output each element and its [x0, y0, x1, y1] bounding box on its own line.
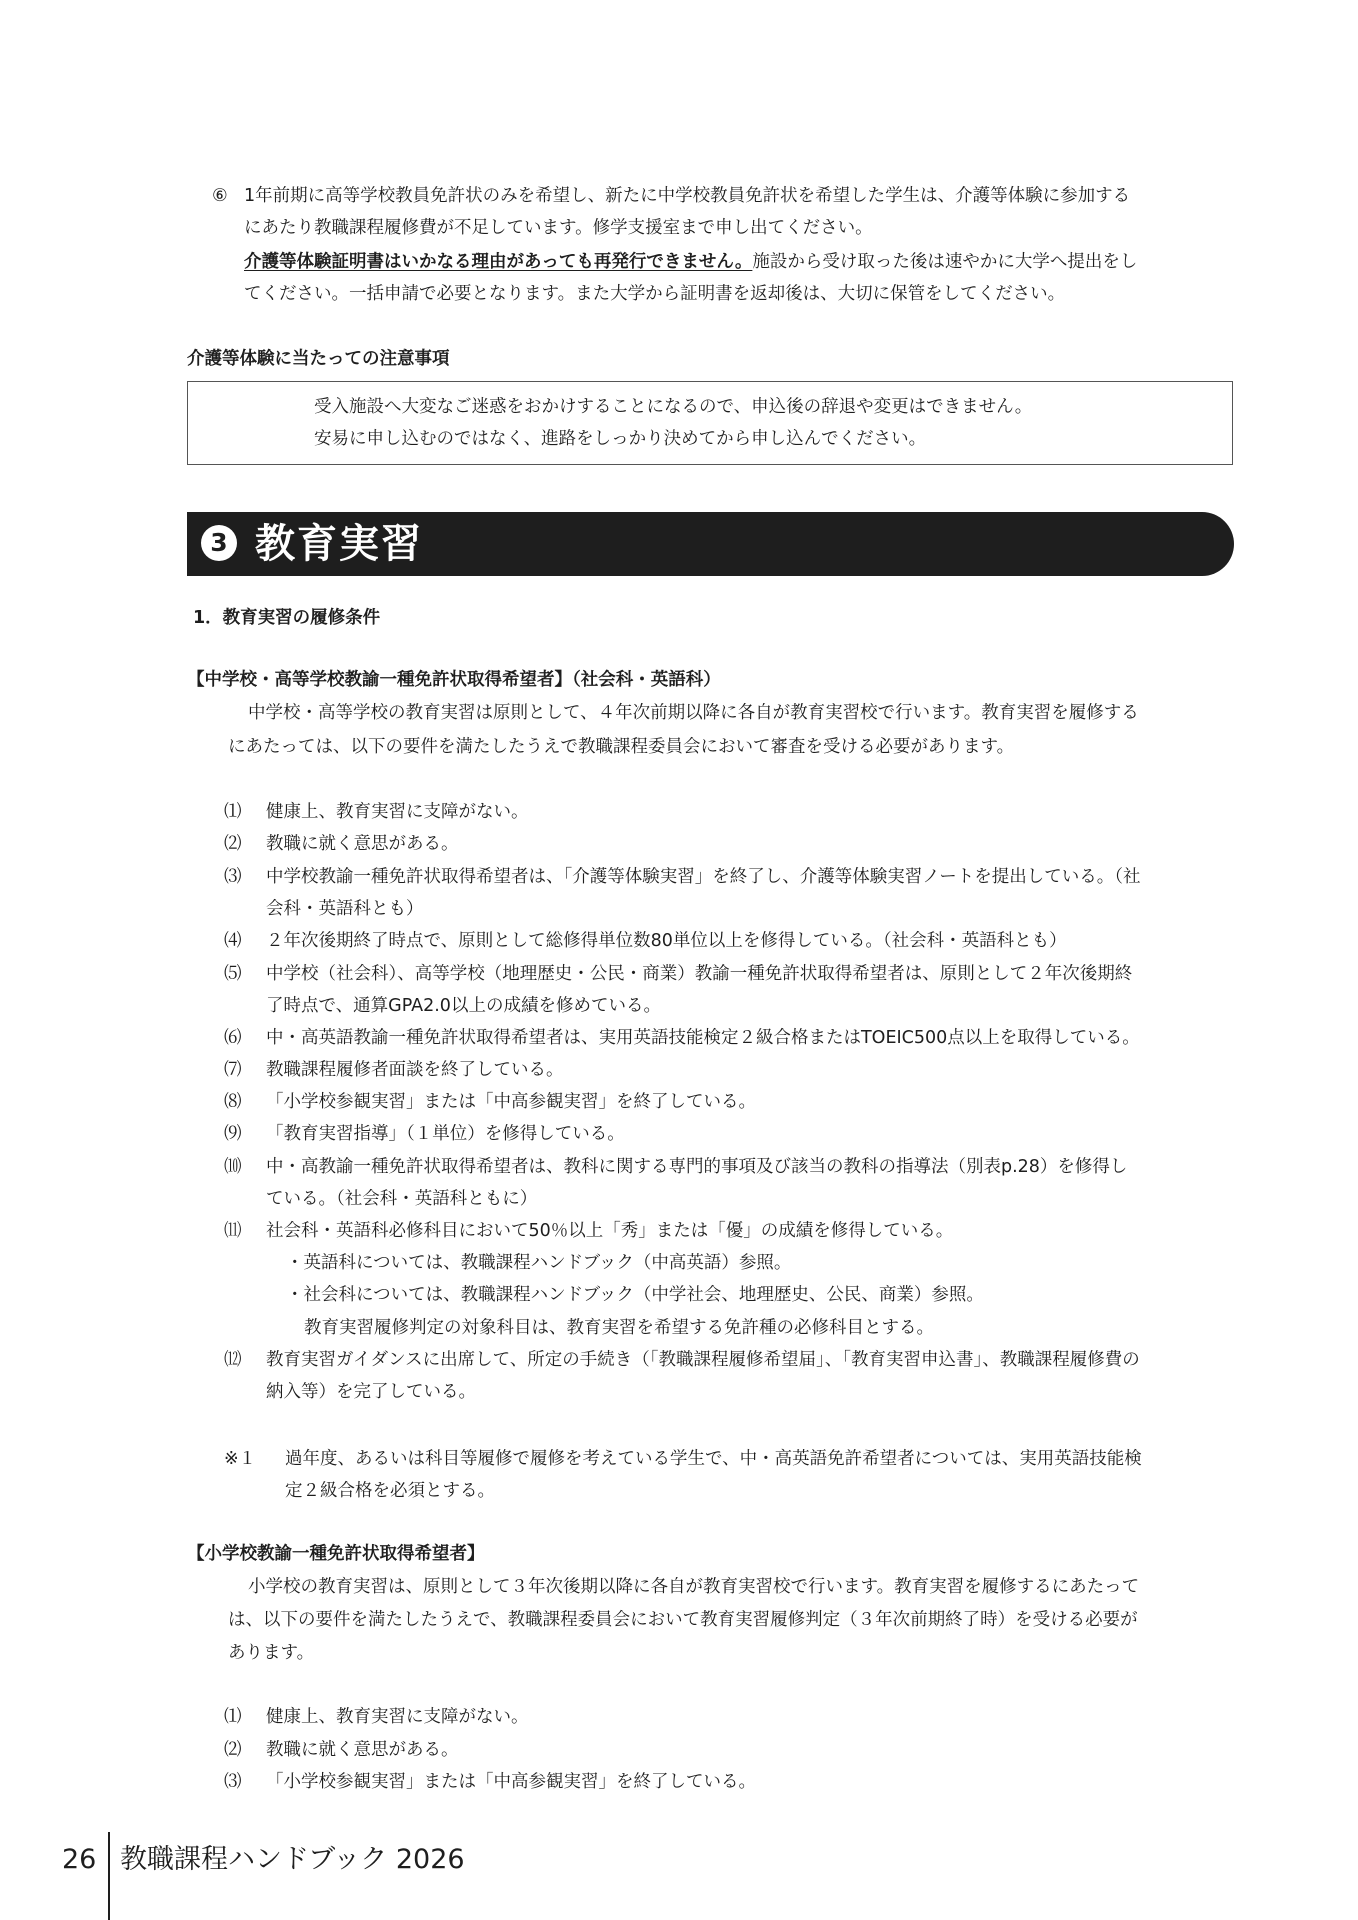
- group2-intro-line-1: 小学校の教育実習は、原則として３年次後期以降に各自が教育実習校で行います。教育実習を履修するにあたって: [248, 1577, 1140, 1597]
- note-label: ※１: [224, 1449, 257, 1469]
- section-title: 教育実習: [255, 521, 423, 567]
- requirement-text: 健康上、教育実習に支障がない。: [266, 1707, 529, 1727]
- item6-line-3-rest: 施設から受け取った後は速やかに大学へ提出をし: [752, 252, 1138, 272]
- requirement-label: ⑼: [224, 1124, 242, 1144]
- group1-intro-line-2: にあたっては、以下の要件を満たしたうえで教職課程委員会において審査を受ける必要があります。: [228, 737, 1015, 757]
- group2-intro-line-2: は、以下の要件を満たしたうえで、教職課程委員会において教育実習履修判定（３年次前期終了時）を受ける必要が: [228, 1610, 1138, 1630]
- requirement-label: ⑺: [224, 1060, 242, 1080]
- subsection-title: 1．教育実習の履修条件: [193, 608, 381, 628]
- requirement-label: ⑵: [224, 1740, 242, 1760]
- footer-title: 教職課程ハンドブック 2026: [120, 1844, 465, 1875]
- requirement-text: 教職に就く意思がある。: [266, 834, 459, 854]
- item6-line-2: にあたり教職課程履修費が不足しています。修学支援室まで申し出てください。: [244, 218, 873, 238]
- requirement-label: ⑻: [224, 1092, 242, 1112]
- caution-heading: 介護等体験に当たっての注意事項: [187, 349, 450, 369]
- footer-divider: [108, 1832, 110, 1920]
- group2-intro-line-3: あります。: [228, 1643, 315, 1663]
- group1-heading: 【中学校・高等学校教諭一種免許状取得希望者】（社会科・英語科）: [187, 670, 721, 690]
- requirement-text: 会科・英語科とも）: [266, 899, 424, 919]
- requirement-text: 「小学校参観実習」または「中高参観実習」を終了している。: [266, 1772, 756, 1792]
- requirement-label: ⑶: [224, 1772, 242, 1792]
- requirement-label: ⑸: [224, 964, 242, 984]
- requirement-label: ⑾: [224, 1221, 242, 1241]
- requirement-label: ⑵: [224, 834, 242, 854]
- requirement-text: 中・高英語教諭一種免許状取得希望者は、実用英語技能検定２級合格またはTOEIC500点以上を取得している。: [266, 1028, 1140, 1048]
- requirement-label: ⑷: [224, 931, 242, 951]
- requirement-text: 中学校（社会科）、高等学校（地理歴史・公民・商業）教諭一種免許状取得希望者は、原則として２年次後期終: [266, 964, 1133, 984]
- caution-line-1: 受入施設へ大変なご迷惑をおかけすることになるので、申込後の辞退や変更はできません。: [314, 397, 1033, 417]
- group2-heading: 【小学校教諭一種免許状取得希望者】: [187, 1544, 485, 1564]
- requirement-text: ２年次後期終了時点で、原則として総修得単位数80単位以上を修得している。（社会科・英語科とも）: [266, 931, 1067, 951]
- requirement-label: ⑿: [224, 1350, 242, 1370]
- requirement-text: 教職課程履修者面談を終了している。: [266, 1060, 564, 1080]
- item11-sub-social: ・社会科については、教職課程ハンドブック（中学社会、地理歴史、公民、商業）参照。: [286, 1285, 984, 1305]
- requirement-label: ⑹: [224, 1028, 242, 1048]
- item6-line-4: てください。一括申請で必要となります。また大学から証明書を返却後は、大切に保管をしてください。: [244, 284, 1066, 304]
- requirement-label: ⑶: [224, 867, 242, 887]
- requirement-text: 健康上、教育実習に支障がない。: [266, 802, 529, 822]
- requirement-text: 中学校教諭一種免許状取得希望者は、「介護等体験実習」を終了し、介護等体験実習ノートを提出している。（社: [266, 867, 1141, 887]
- requirement-text: 了時点で、通算GPA2.0以上の成績を修めている。: [266, 996, 661, 1016]
- item6-marker: ⑥: [212, 186, 228, 206]
- requirement-text: 「教育実習指導」（１単位）を修得している。: [266, 1124, 625, 1144]
- caution-line-2: 安易に申し込むのではなく、進路をしっかり決めてから申し込んでください。: [314, 429, 927, 449]
- requirement-label: ⑽: [224, 1157, 242, 1177]
- item6-line-3: [244, 246, 1137, 278]
- requirement-label: ⑴: [224, 802, 242, 822]
- requirement-text: 教育実習ガイダンスに出席して、所定の手続き（「教職課程履修希望届」、「教育実習申込書」、教職課程履修費の: [266, 1350, 1140, 1370]
- requirement-text: 教職に就く意思がある。: [266, 1740, 459, 1760]
- section-number-badge: 3: [201, 525, 237, 561]
- item6-line-1: 1年前期に高等学校教員免許状のみを希望し、新たに中学校教員免許状を希望した学生は、介護等体験に参加する: [244, 186, 1131, 206]
- reissue-warning: 介護等体験証明書はいかなる理由があっても再発行できません。: [244, 252, 753, 272]
- requirement-text: 中・高教諭一種免許状取得希望者は、教科に関する専門的事項及び該当の教科の指導法（別表p.28）を修得し: [266, 1157, 1128, 1177]
- section-banner: [187, 512, 1234, 576]
- note-line-2: 定２級合格を必須とする。: [285, 1481, 495, 1501]
- requirement-text: 社会科・英語科必修科目において50％以上「秀」または「優」の成績を修得している。: [266, 1221, 954, 1241]
- note-line-1: 過年度、あるいは科目等履修で履修を考えている学生で、中・高英語免許希望者については、実用英語技能検: [285, 1449, 1142, 1469]
- item11-sub-note: 教育実習履修判定の対象科目は、教育実習を希望する免許種の必修科目とする。: [304, 1318, 934, 1338]
- requirement-text: 納入等）を完了している。: [266, 1382, 476, 1402]
- requirement-text: ている。（社会科・英語科ともに）: [266, 1189, 538, 1209]
- requirement-text: 「小学校参観実習」または「中高参観実習」を終了している。: [266, 1092, 756, 1112]
- page-number: 26: [62, 1844, 97, 1875]
- requirement-label: ⑴: [224, 1707, 242, 1727]
- item11-sub-english: ・英語科については、教職課程ハンドブック（中高英語）参照。: [286, 1253, 792, 1273]
- group1-intro-line-1: 中学校・高等学校の教育実習は原則として、４年次前期以降に各自が教育実習校で行います。教育実習を履修する: [248, 703, 1139, 723]
